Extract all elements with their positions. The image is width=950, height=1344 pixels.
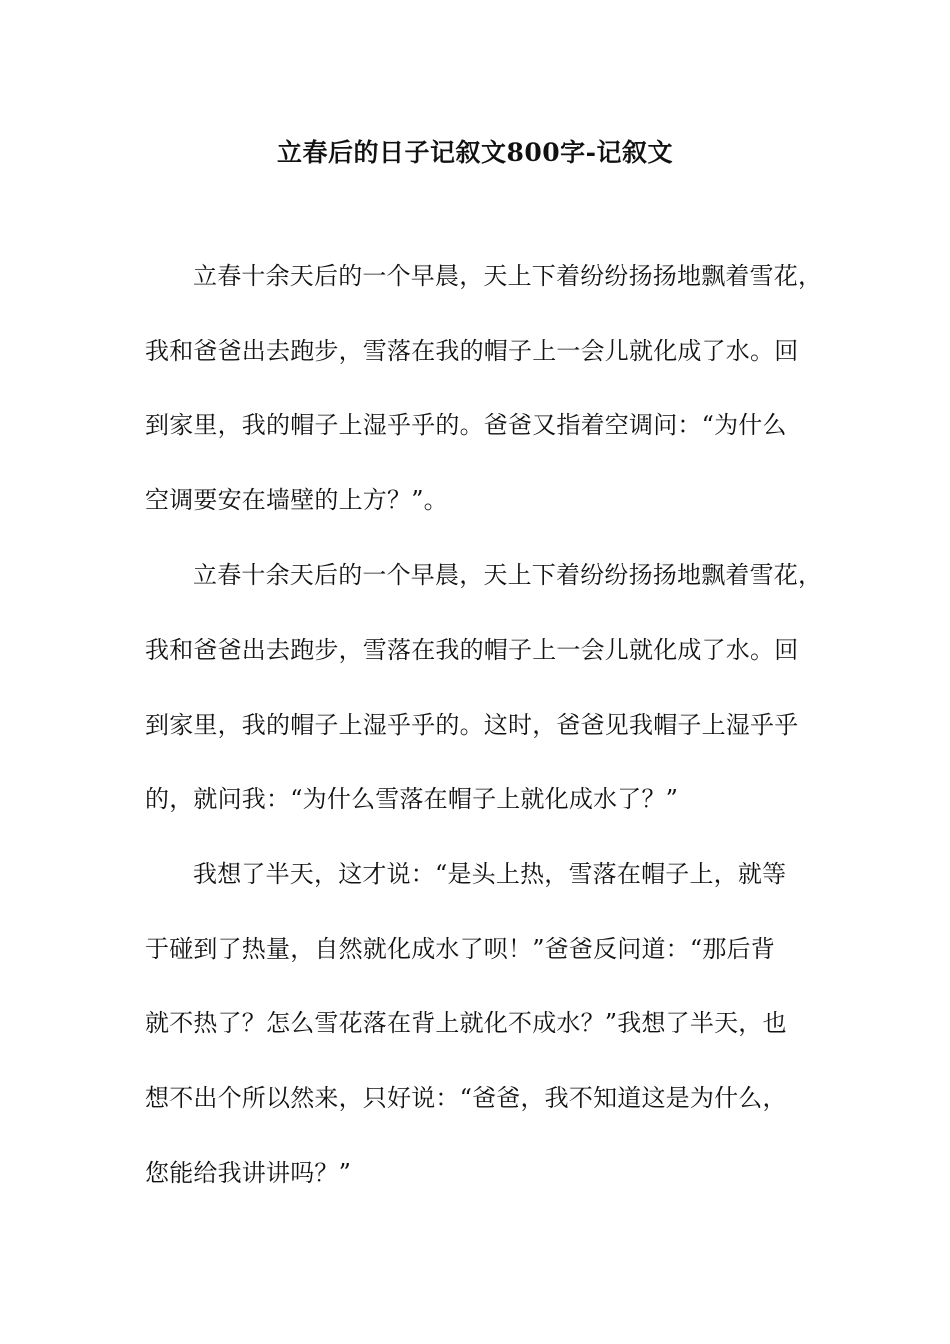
paragraph-3-line-3: 就不热了？怎么雪花落在背上就化不成水？”我想了半天，也 (145, 1009, 787, 1037)
paragraph-3-line-1: 我想了半天，这才说：“是头上热，雪落在帽子上，就等 (193, 860, 787, 888)
paragraph-1-line-1: 立春十余天后的一个早晨，天上下着纷纷扬扬地飘着雪花， (193, 262, 823, 290)
paragraph-2-line-2: 我和爸爸出去跑步，雪落在我的帽子上一会儿就化成了水。回 (145, 636, 799, 664)
paragraph-2-line-4: 的，就问我：“为什么雪落在帽子上就化成水了？” (145, 785, 679, 813)
paragraph-1-line-3: 到家里，我的帽子上湿乎乎的。爸爸又指着空调问：“为什么 (145, 411, 787, 439)
paragraph-1-line-4: 空调要安在墙壁的上方？”。 (145, 486, 448, 514)
paragraph-2-line-1: 立春十余天后的一个早晨，天上下着纷纷扬扬地飘着雪花， (193, 561, 823, 589)
paragraph-3-line-5: 您能给我讲讲吗？” (145, 1159, 352, 1187)
paragraph-3-line-4: 想不出个所以然来，只好说：“爸爸，我不知道这是为什么， (145, 1084, 787, 1112)
paragraph-1-line-2: 我和爸爸出去跑步，雪落在我的帽子上一会儿就化成了水。回 (145, 337, 799, 365)
paragraph-3-line-2: 于碰到了热量，自然就化成水了呗！”爸爸反问道：“那后背 (145, 935, 775, 963)
paragraph-2-line-3: 到家里，我的帽子上湿乎乎的。这时，爸爸见我帽子上湿乎乎 (145, 711, 799, 739)
document-title: 立春后的日子记叙文800字-记叙文 (276, 138, 674, 167)
